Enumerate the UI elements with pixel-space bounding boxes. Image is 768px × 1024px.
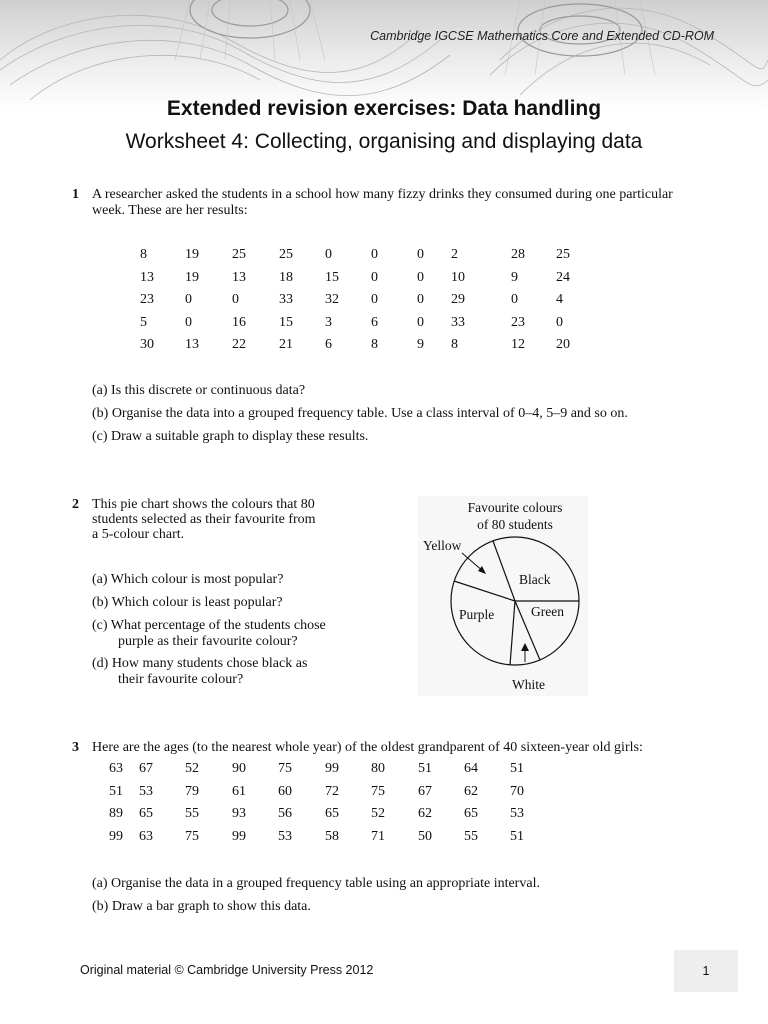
pie-chart-figure — [418, 496, 588, 696]
question-3-data-cell: 61 — [232, 783, 246, 799]
pie-arrowhead-white — [521, 643, 529, 651]
pie-divider-yellow-black — [493, 541, 515, 601]
question-1-data-cell: 0 — [417, 247, 424, 262]
question-3-data-cell: 67 — [418, 783, 432, 799]
question-1-data-cell: 15 — [325, 269, 339, 285]
question-3-data-cell: 71 — [371, 828, 385, 844]
question-3-data-cell: 63 — [109, 761, 123, 776]
question-2-part-c — [92, 618, 326, 650]
question-1-data-cell: 13 — [232, 269, 246, 285]
question-3-data-cell: 64 — [464, 761, 478, 776]
question-1-data-cell: 13 — [140, 269, 154, 285]
question-1-part-b: (b) Organise the data into a grouped frequency table. Use a class interval of 0–4, 5–9 and so on. — [92, 406, 628, 421]
question-3-data-cell: 52 — [371, 806, 385, 821]
page-subtitle: Worksheet 4: Collecting, organising and displaying data — [125, 130, 643, 153]
question-3-data-cell: 99 — [232, 828, 246, 844]
question-1-data-cell: 5 — [140, 314, 147, 330]
question-3-data-cell: 62 — [418, 806, 432, 821]
question-2-part-b — [92, 595, 283, 611]
question-1-data-cell: 16 — [232, 314, 246, 330]
question-3-data-cell: 55 — [464, 828, 478, 844]
question-2-part-d-line1: (d) How many students chose black as — [92, 656, 308, 671]
question-1-data-cell: 21 — [279, 337, 293, 352]
question-1-data-cell: 24 — [556, 269, 570, 285]
question-1-data-cell: 0 — [371, 292, 378, 307]
question-1-data-cell: 12 — [511, 337, 525, 352]
question-3-data-cell: 65 — [464, 806, 478, 821]
question-3-data-cell: 75 — [371, 783, 385, 799]
page-number: 1 — [702, 964, 710, 978]
question-3-data-cell: 90 — [232, 761, 246, 776]
question-3-data-cell: 65 — [325, 806, 339, 821]
question-3-data-cell: 53 — [510, 806, 524, 821]
footer-copyright: Original material © Cambridge University Press 2012 — [80, 963, 374, 977]
question-1-data-cell: 4 — [556, 292, 563, 307]
question-1-data-cell: 0 — [325, 247, 332, 262]
question-1-data-cell: 0 — [417, 292, 424, 307]
question-1-data-cell: 19 — [185, 247, 199, 262]
question-1-data-cell: 0 — [556, 314, 563, 330]
question-3-number: 3 — [72, 740, 79, 755]
question-2-number: 2 — [72, 497, 79, 512]
question-3-data-cell: 75 — [185, 828, 199, 844]
question-1-data-cell: 25 — [232, 247, 246, 262]
question-1-data-cell: 25 — [279, 247, 293, 262]
question-1-data-cell: 0 — [371, 269, 378, 285]
question-1-data-cell: 9 — [511, 269, 518, 285]
question-1-data-cell: 8 — [371, 337, 378, 352]
header-banner — [0, 0, 768, 110]
question-3-data-cell: 51 — [510, 761, 524, 776]
pie-title-line2: of 80 students — [477, 517, 553, 532]
question-3-data-cell: 67 — [139, 761, 153, 776]
pie-label-purple: Purple — [459, 607, 495, 622]
question-1-data-cell: 8 — [451, 337, 458, 352]
question-1-data-cell: 15 — [279, 314, 293, 330]
pie-label-green: Green — [531, 604, 564, 619]
question-1-data-cell: 3 — [325, 314, 332, 330]
question-3-data-cell: 93 — [232, 806, 246, 821]
question-1-data-cell: 32 — [325, 292, 339, 307]
question-1-data-cell: 6 — [325, 337, 332, 352]
question-1-data-cell: 28 — [511, 247, 525, 262]
question-3-data-cell: 72 — [325, 783, 339, 799]
pie-label-yellow: Yellow — [423, 538, 462, 553]
question-3-data-cell: 89 — [109, 806, 123, 821]
question-1-data-cell: 0 — [511, 292, 518, 307]
question-2-part-d-line2: their favourite colour? — [118, 672, 244, 687]
question-3-data-cell: 63 — [139, 828, 153, 844]
question-1-data-cell: 0 — [417, 314, 424, 330]
question-1-data-cell: 0 — [371, 247, 378, 262]
question-1-data-cell: 9 — [417, 337, 424, 352]
question-2-part-c-line1: (c) What percentage of the students chose — [92, 618, 326, 633]
source-header: Cambridge IGCSE Mathematics Core and Extended CD-ROM — [370, 29, 714, 43]
pie-divider-purple-yellow — [454, 581, 515, 601]
question-1-part-c: (c) Draw a suitable graph to display these results. — [92, 429, 369, 444]
question-3-text: Here are the ages (to the nearest whole year) of the oldest grandparent of 40 sixteen-year old girls: — [92, 740, 643, 755]
question-2-part-d — [92, 656, 307, 688]
question-1-data-cell: 6 — [371, 314, 378, 330]
question-1-number: 1 — [72, 187, 79, 202]
question-1-data-cell: 33 — [451, 314, 465, 330]
question-3-data-cell: 99 — [109, 828, 123, 844]
question-3-part-b: (b) Draw a bar graph to show this data. — [92, 899, 311, 914]
question-3-data-cell: 53 — [139, 783, 153, 799]
question-3-data-cell: 75 — [278, 761, 292, 776]
question-3-data-cell: 65 — [139, 806, 153, 821]
question-1-data-cell: 22 — [232, 337, 246, 352]
page-number-box — [674, 950, 738, 992]
pie-divider-white-purple — [510, 601, 515, 665]
question-1-data-cell: 30 — [140, 337, 154, 352]
question-1-data-cell: 0 — [417, 269, 424, 285]
question-1-data-cell: 18 — [279, 269, 293, 285]
question-3-data-cell: 51 — [109, 783, 123, 799]
question-3-part-a: (a) Organise the data in a grouped frequency table using an appropriate interval. — [92, 876, 540, 891]
question-3-data-cell: 51 — [418, 761, 432, 776]
question-1-data-cell: 23 — [511, 314, 525, 330]
question-3-data-cell: 80 — [371, 761, 385, 776]
question-3-data-cell: 70 — [510, 783, 524, 799]
pie-title-line1: Favourite colours — [467, 500, 563, 515]
question-1-data-cell: 8 — [140, 247, 147, 262]
question-2-intro: This pie chart shows the colours that 80 students selected as their favourite from a 5-colour chart. — [92, 497, 316, 542]
pie-label-black: Black — [519, 572, 551, 587]
banner-pattern — [0, 0, 768, 110]
question-1-data-cell: 29 — [451, 292, 465, 307]
question-3-data-cell: 79 — [185, 783, 199, 799]
page-title: Extended revision exercises: Data handling — [166, 97, 602, 120]
question-3-data-cell: 55 — [185, 806, 199, 821]
question-1-data-cell: 19 — [185, 269, 199, 285]
question-1-data-cell: 13 — [185, 337, 199, 352]
question-1-data-cell: 10 — [451, 269, 465, 285]
question-1-data-cell: 0 — [185, 314, 192, 330]
question-3-data-cell: 62 — [464, 783, 478, 799]
question-1-data-cell: 0 — [232, 292, 239, 307]
question-3-data-cell: 53 — [278, 828, 292, 844]
question-3-data-cell: 58 — [325, 828, 339, 844]
question-1-text: A researcher asked the students in a school how many fizzy drinks they consumed during one particular week. These are her results: — [92, 187, 673, 218]
question-3-data-cell: 56 — [278, 806, 292, 821]
question-3-data-cell: 99 — [325, 761, 339, 776]
pie-chart — [418, 496, 588, 696]
question-1-data-cell: 0 — [185, 292, 192, 307]
pie-label-white: White — [512, 677, 545, 692]
question-1-part-a: (a) Is this discrete or continuous data? — [92, 383, 306, 398]
question-2-part-c-line2: purple as their favourite colour? — [118, 634, 298, 649]
question-1-data-cell: 33 — [279, 292, 293, 307]
question-1-data-cell: 25 — [556, 247, 570, 262]
question-2-part-a-text: (a) Which colour is most popular? — [92, 572, 284, 587]
question-3-data-cell: 50 — [418, 828, 432, 844]
question-3-data-cell: 52 — [185, 761, 199, 776]
question-3-data-cell: 60 — [278, 783, 292, 799]
question-1-data-cell: 2 — [451, 247, 458, 262]
question-2-part-b-text: (b) Which colour is least popular? — [92, 595, 283, 610]
question-3-data-cell: 51 — [510, 828, 524, 844]
question-2-part-a — [92, 572, 283, 588]
question-1-data-cell: 20 — [556, 337, 570, 352]
question-1-data-cell: 23 — [140, 292, 154, 307]
